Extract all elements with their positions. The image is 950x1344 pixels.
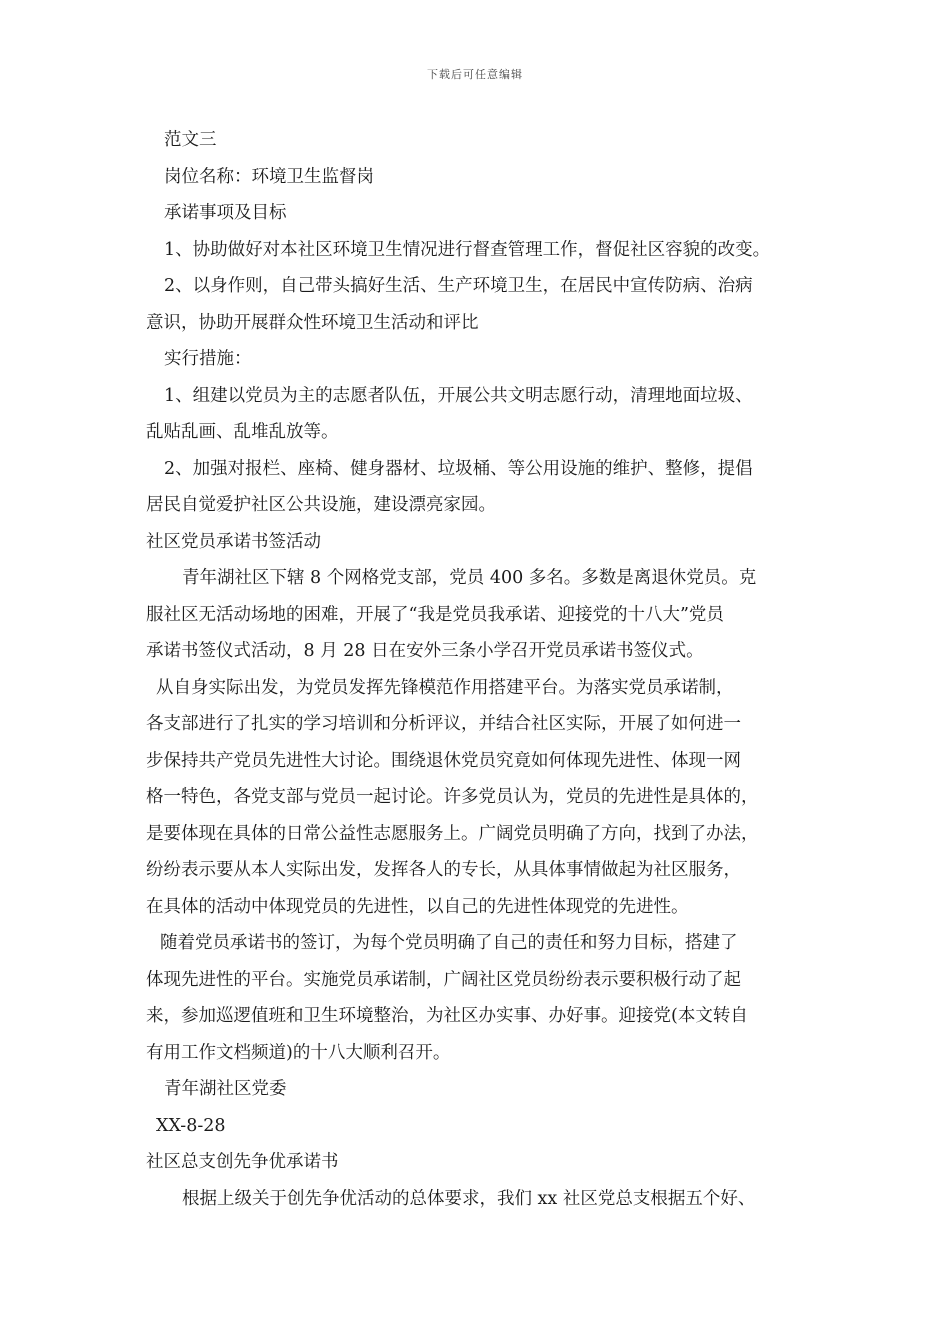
paragraph-line: 格一特色，各党支部与党员一起讨论。许多党员认为，党员的先进性是具体的， bbox=[146, 787, 759, 807]
paragraph-line: 纷纷表示要从本人实际出发，发挥各人的专长，从具体事情做起为社区服务， bbox=[146, 860, 741, 880]
measures-heading: 实行措施： bbox=[164, 349, 252, 369]
commitment-item-continued: 意识，协助开展群众性环境卫生活动和评比 bbox=[146, 312, 479, 333]
commitment-item: 1、协助做好对本社区环境卫生情况进行督查管理工作，督促社区容貌的改变。 bbox=[164, 239, 771, 260]
paragraph-line: 根据上级关于创先争优活动的总体要求，我们 xx 社区党总支根据五个好、 bbox=[182, 1188, 756, 1209]
header-note: 下载后可任意编辑 bbox=[427, 68, 523, 81]
paragraph-line: 各支部进行了扎实的学习培训和分析评议，并结合社区实际，开展了如何进一 bbox=[146, 714, 741, 734]
measure-item-continued: 居民自觉爱护社区公共设施，建设漂亮家园。 bbox=[146, 495, 496, 515]
paragraph-line: 从自身实际出发，为党员发挥先锋模范作用搭建平台。为落实党员承诺制， bbox=[156, 677, 734, 698]
paragraph-line: 是要体现在具体的日常公益性志愿服务上。广阔党员明确了方向，找到了办法， bbox=[146, 823, 759, 844]
paragraph-line: 步保持共产党员先进性大讨论。围绕退休党员究竟如何体现先进性、体现一网 bbox=[146, 750, 741, 771]
paragraph-line: 服社区无活动场地的困难，开展了“我是党员我承诺、迎接党的十八大”党员 bbox=[146, 604, 724, 625]
article-title: 社区党员承诺书签活动 bbox=[146, 531, 321, 552]
commitment-item: 2、以身作则，自己带头搞好生活、生产环境卫生，在居民中宣传防病、治病 bbox=[164, 276, 753, 296]
paragraph-line: 承诺书签仪式活动，8 月 28 日在安外三条小学召开党员承诺书签仪式。 bbox=[146, 641, 704, 661]
measure-item: 1、组建以党员为主的志愿者队伍，开展公共文明志愿行动，清理地面垃圾、 bbox=[164, 385, 753, 406]
paragraph-line: 有用工作文档频道)的十八大顺利召开。 bbox=[146, 1042, 451, 1063]
paragraph-line: 来，参加巡逻值班和卫生环境整治，为社区办实事、办好事。迎接党(本文转自 bbox=[146, 1006, 748, 1026]
signature-org: 青年湖社区党委 bbox=[164, 1079, 287, 1099]
paragraph-line: 随着党员承诺书的签订，为每个党员明确了自己的责任和努力目标，搭建了 bbox=[160, 933, 738, 953]
commitment-heading: 承诺事项及目标 bbox=[164, 203, 287, 223]
measure-item: 2、加强对报栏、座椅、健身器材、垃圾桶、等公用设施的维护、整修，提倡 bbox=[164, 458, 753, 479]
post-name: 岗位名称：环境卫生监督岗 bbox=[164, 166, 374, 187]
paragraph-line: 体现先进性的平台。实施党员承诺制，广阔社区党员纷纷表示要积极行动了起 bbox=[146, 969, 741, 990]
article-title: 社区总支创先争优承诺书 bbox=[146, 1152, 339, 1172]
document-body bbox=[146, 122, 810, 1217]
paragraph-line: 在具体的活动中体现党员的先进性，以自己的先进性体现党的先进性。 bbox=[146, 896, 689, 917]
measure-item-continued: 乱贴乱画、乱堆乱放等。 bbox=[146, 422, 339, 442]
signature-date: XX-8-28 bbox=[156, 1115, 226, 1136]
paragraph-line: 青年湖社区下辖 8 个网格党支部，党员 400 多名。多数是离退休党员。克 bbox=[182, 568, 757, 588]
section-title: 范文三 bbox=[164, 130, 217, 150]
